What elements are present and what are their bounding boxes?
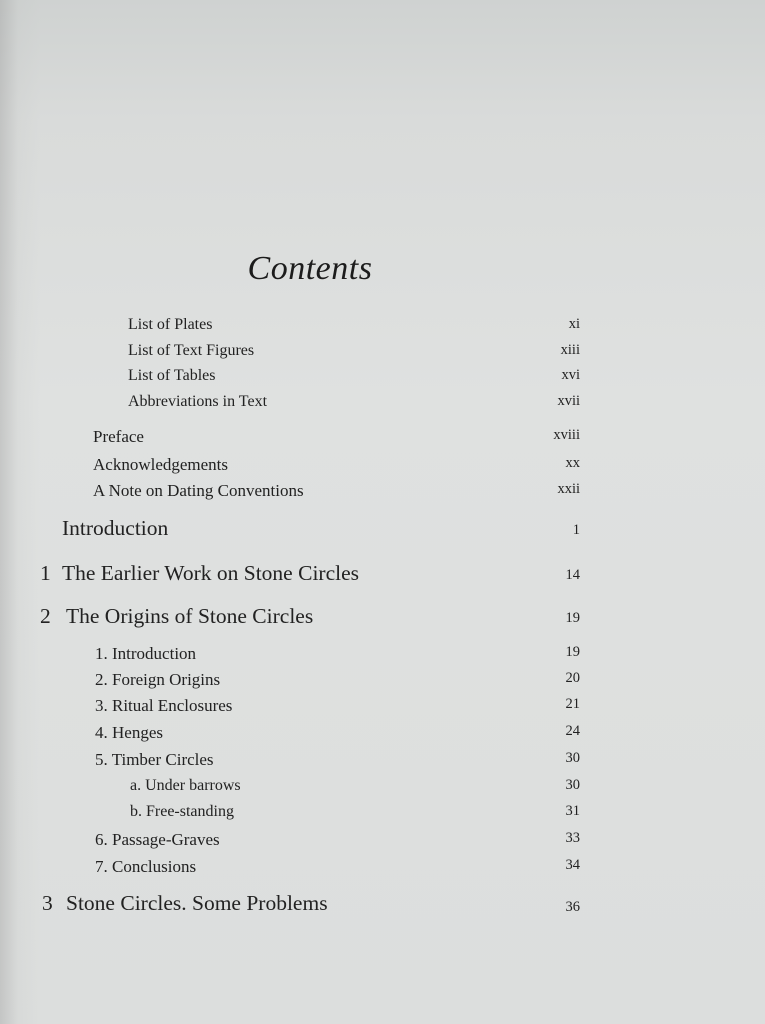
toc-entry-label: A Note on Dating Conventions [93, 481, 304, 500]
toc-entry-page: 33 [565, 830, 580, 846]
toc-entry-label: The Earlier Work on Stone Circles [62, 561, 360, 585]
toc-section [0, 670, 765, 694]
toc-entry-label: 1. Introduction [95, 644, 197, 663]
toc-entry-page: xvii [557, 393, 580, 409]
toc-entry-label: Abbreviations in Text [128, 393, 268, 410]
toc-entry-label: 6. Passage-Graves [95, 830, 220, 849]
toc-entry-label: 3. Ritual Enclosures [95, 696, 233, 715]
toc-entry-page: xi [568, 316, 580, 332]
chapter-number: 2 [40, 604, 51, 628]
toc-entry-page: 24 [565, 723, 580, 739]
toc-entry-label: List of Text Figures [128, 342, 255, 359]
toc-section [0, 696, 765, 720]
toc-chapter [0, 561, 765, 585]
toc-entry-label: List of Plates [128, 316, 213, 333]
toc-entry-page: xvi [561, 367, 580, 383]
toc-entry-label: a. Under barrows [130, 777, 241, 794]
toc-entry-page: xx [565, 455, 580, 471]
chapter-number: 3 [42, 891, 53, 915]
toc-entry-label: 4. Henges [95, 723, 163, 742]
toc-entry-page: 19 [565, 644, 580, 660]
toc-entry-label: 2. Foreign Origins [95, 670, 221, 689]
toc-introduction [0, 516, 765, 540]
toc-section [0, 857, 765, 881]
toc-entry-label: List of Tables [128, 367, 216, 384]
toc-entry-page: xxii [557, 481, 580, 497]
toc-entry-label: Stone Circles. Some Problems [66, 891, 328, 915]
toc-entry-page: 34 [565, 857, 580, 873]
toc-entry-page: 30 [565, 777, 580, 793]
toc-entry-label: Preface [93, 427, 144, 446]
toc-entry [0, 481, 765, 505]
toc-entry-label: 5. Timber Circles [95, 750, 214, 769]
toc-subsection [0, 777, 765, 801]
toc-subsection [0, 803, 765, 827]
toc-entry [0, 367, 765, 391]
toc-section [0, 830, 765, 854]
toc-section [0, 723, 765, 747]
toc-entry-page: 36 [565, 899, 580, 915]
toc-entry-label: Introduction [62, 516, 169, 540]
toc-entry-page: 31 [565, 803, 580, 819]
toc-section [0, 644, 765, 668]
chapter-number: 1 [40, 561, 51, 585]
toc-entry-label: 7. Conclusions [95, 857, 197, 876]
toc-entry [0, 427, 765, 451]
toc-entry [0, 342, 765, 366]
toc-entry-page: xviii [553, 427, 580, 443]
toc-entry [0, 455, 765, 479]
toc-entry-label: The Origins of Stone Circles [66, 604, 314, 628]
page-title: Contents [247, 250, 373, 287]
toc-chapter [0, 604, 765, 628]
toc-entry-page: 19 [565, 610, 580, 626]
toc-entry [0, 316, 765, 340]
toc-entry-page: 21 [565, 696, 580, 712]
toc-entry [0, 393, 765, 417]
toc-entry-label: b. Free-standing [130, 803, 234, 820]
toc-entry-label: Acknowledgements [93, 455, 229, 474]
toc-entry-page: 30 [565, 750, 580, 766]
toc-entry-page: 14 [565, 567, 580, 583]
toc-entry-page: 20 [565, 670, 580, 686]
toc-section [0, 750, 765, 774]
toc-chapter [0, 891, 765, 915]
toc-entry-page: 1 [572, 522, 580, 538]
toc-entry-page: xiii [560, 342, 580, 358]
